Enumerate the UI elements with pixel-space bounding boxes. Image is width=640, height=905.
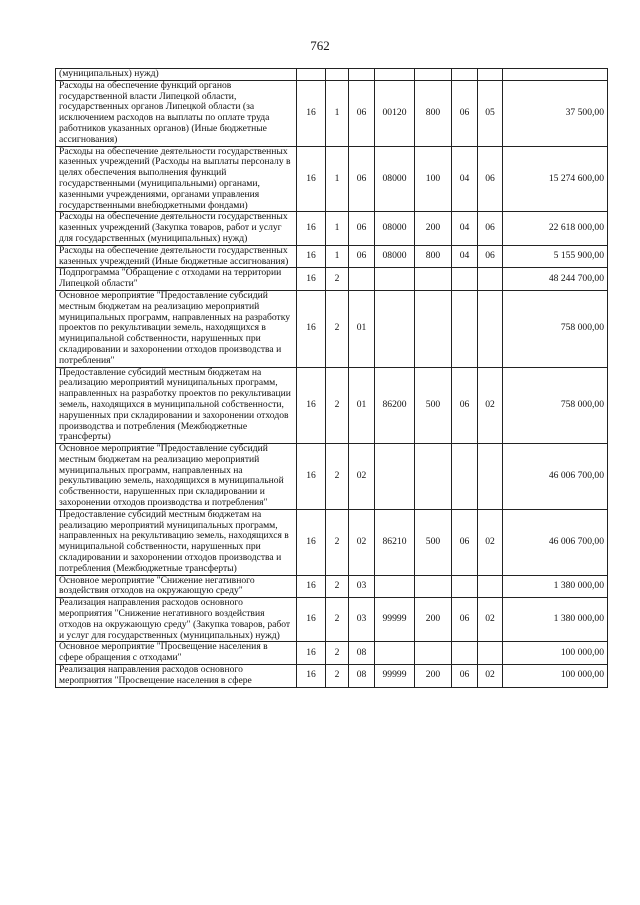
col-code-4 xyxy=(375,575,415,598)
table-row xyxy=(56,367,608,444)
row-amount: 1 380 000,00 xyxy=(503,598,608,642)
col-code-3: 03 xyxy=(349,598,375,642)
col-code-5: 500 xyxy=(415,509,452,575)
table-row xyxy=(56,575,608,598)
table-row xyxy=(56,598,608,642)
col-code-3: 06 xyxy=(349,212,375,245)
col-code-6: 04 xyxy=(452,212,478,245)
col-code-1: 16 xyxy=(297,146,326,212)
col-code-6: 06 xyxy=(452,80,478,146)
col-code-3: 01 xyxy=(349,367,375,444)
row-description: Подпрограмма "Обращение с отходами на территории Липецкой области" xyxy=(56,268,297,291)
row-description: Основное мероприятие "Просвещение населения в сфере обращения с отходами" xyxy=(56,642,297,665)
table-row xyxy=(56,146,608,212)
col-code-4 xyxy=(375,444,415,510)
col-code-5 xyxy=(415,69,452,81)
col-code-3: 08 xyxy=(349,642,375,665)
row-description: (муниципальных) нужд) xyxy=(56,69,297,81)
row-amount: 46 006 700,00 xyxy=(503,444,608,510)
col-code-3: 06 xyxy=(349,245,375,268)
col-code-1: 16 xyxy=(297,290,326,367)
col-code-7 xyxy=(478,642,503,665)
col-code-5: 800 xyxy=(415,80,452,146)
col-code-3 xyxy=(349,268,375,291)
col-code-1: 16 xyxy=(297,642,326,665)
row-description: Расходы на обеспечение деятельности государственных казенных учреждений (Иные бюджетные ассигнования) xyxy=(56,245,297,268)
col-code-3: 03 xyxy=(349,575,375,598)
col-code-1: 16 xyxy=(297,509,326,575)
row-description: Основное мероприятие "Снижение негативного воздействия отходов на окружающую среду" xyxy=(56,575,297,598)
col-code-4: 86210 xyxy=(375,509,415,575)
col-code-1: 16 xyxy=(297,212,326,245)
col-code-5 xyxy=(415,642,452,665)
col-code-3: 01 xyxy=(349,290,375,367)
row-amount: 46 006 700,00 xyxy=(503,509,608,575)
col-code-4 xyxy=(375,268,415,291)
col-code-2: 2 xyxy=(326,367,349,444)
col-code-2: 1 xyxy=(326,80,349,146)
row-amount: 5 155 900,00 xyxy=(503,245,608,268)
col-code-7 xyxy=(478,575,503,598)
col-code-5: 200 xyxy=(415,598,452,642)
col-code-1: 16 xyxy=(297,245,326,268)
col-code-2: 2 xyxy=(326,444,349,510)
col-code-7 xyxy=(478,444,503,510)
col-code-4: 08000 xyxy=(375,245,415,268)
row-description: Расходы на обеспечение деятельности государственных казенных учреждений (Расходы на выплаты персоналу в целях обеспечения выполнения функций государственными (муниципальными) органами, казенными учреждениями, органами управления государственными внебюджетными фондами) xyxy=(56,146,297,212)
col-code-5: 100 xyxy=(415,146,452,212)
col-code-4: 08000 xyxy=(375,212,415,245)
col-code-7: 06 xyxy=(478,212,503,245)
col-code-1 xyxy=(297,69,326,81)
col-code-3: 06 xyxy=(349,146,375,212)
col-code-3: 08 xyxy=(349,665,375,688)
col-code-7: 06 xyxy=(478,146,503,212)
row-amount: 15 274 600,00 xyxy=(503,146,608,212)
col-code-2: 1 xyxy=(326,212,349,245)
col-code-5: 800 xyxy=(415,245,452,268)
col-code-4 xyxy=(375,290,415,367)
col-code-2: 1 xyxy=(326,245,349,268)
col-code-2: 2 xyxy=(326,290,349,367)
col-code-4: 00120 xyxy=(375,80,415,146)
col-code-4: 99999 xyxy=(375,598,415,642)
col-code-4: 86200 xyxy=(375,367,415,444)
col-code-2 xyxy=(326,69,349,81)
col-code-6: 06 xyxy=(452,367,478,444)
col-code-2: 2 xyxy=(326,509,349,575)
col-code-2: 2 xyxy=(326,642,349,665)
col-code-1: 16 xyxy=(297,367,326,444)
row-amount: 48 244 700,00 xyxy=(503,268,608,291)
col-code-5 xyxy=(415,444,452,510)
row-description: Реализация направления расходов основного мероприятия "Снижение негативного воздействия отходов на окружающую среду" (Закупка товаров, работ и услуг для государственных (муниципальных) нужд) xyxy=(56,598,297,642)
table-row xyxy=(56,642,608,665)
col-code-6 xyxy=(452,290,478,367)
col-code-6 xyxy=(452,268,478,291)
row-description: Реализация направления расходов основного мероприятия "Просвещение населения в сфере xyxy=(56,665,297,688)
table-row xyxy=(56,268,608,291)
col-code-6: 04 xyxy=(452,146,478,212)
col-code-4: 99999 xyxy=(375,665,415,688)
table-row xyxy=(56,245,608,268)
table-row xyxy=(56,290,608,367)
row-description: Основное мероприятие "Предоставление субсидий местным бюджетам на реализацию мероприятий муниципальных программ, направленных на рекультивацию земель, находящихся в муниципальной собственности, нарушенных при складировании и захоронении отходов производства и потребления" xyxy=(56,444,297,510)
col-code-2: 2 xyxy=(326,665,349,688)
row-description: Расходы на обеспечение функций органов государственной власти Липецкой области, государственных органов Липецкой области (за исключением расходов на выплаты по оплате труда работников указанных органов) (Иные бюджетные ассигнования) xyxy=(56,80,297,146)
col-code-7 xyxy=(478,69,503,81)
col-code-5 xyxy=(415,290,452,367)
col-code-6 xyxy=(452,575,478,598)
col-code-7: 06 xyxy=(478,245,503,268)
table-row xyxy=(56,444,608,510)
col-code-5 xyxy=(415,575,452,598)
col-code-7: 02 xyxy=(478,509,503,575)
col-code-5: 500 xyxy=(415,367,452,444)
col-code-1: 16 xyxy=(297,575,326,598)
col-code-5: 200 xyxy=(415,212,452,245)
col-code-7: 05 xyxy=(478,80,503,146)
row-description: Основное мероприятие "Предоставление субсидий местным бюджетам на реализацию мероприятий муниципальных программ, направленных на разработку проектов по рекультивации земель, находящихся в муниципальной собственности, нарушенных при складировании и захоронении отходов производства и потребления" xyxy=(56,290,297,367)
col-code-2: 1 xyxy=(326,146,349,212)
col-code-6: 06 xyxy=(452,665,478,688)
row-amount: 37 500,00 xyxy=(503,80,608,146)
col-code-1: 16 xyxy=(297,665,326,688)
col-code-6 xyxy=(452,444,478,510)
row-description: Предоставление субсидий местным бюджетам на реализацию мероприятий муниципальных программ, направленных на рекультивацию земель, находящихся в муниципальной собственности, нарушенных при складировании и захоронении отходов производства и потребления (Межбюджетные трансферты) xyxy=(56,509,297,575)
col-code-4 xyxy=(375,642,415,665)
row-amount: 758 000,00 xyxy=(503,290,608,367)
row-description: Предоставление субсидий местным бюджетам на реализацию мероприятий муниципальных программ, направленных на разработку проектов по рекультивации земель, находящихся в муниципальной собственности, нарушенных при складировании и захоронении отходов производства и потребления (Межбюджетные трансферты) xyxy=(56,367,297,444)
col-code-6 xyxy=(452,69,478,81)
col-code-2: 2 xyxy=(326,598,349,642)
col-code-2: 2 xyxy=(326,268,349,291)
col-code-3: 02 xyxy=(349,444,375,510)
col-code-2: 2 xyxy=(326,575,349,598)
row-amount: 100 000,00 xyxy=(503,642,608,665)
row-amount: 758 000,00 xyxy=(503,367,608,444)
col-code-3: 02 xyxy=(349,509,375,575)
col-code-7: 02 xyxy=(478,665,503,688)
row-amount: 1 380 000,00 xyxy=(503,575,608,598)
table-row xyxy=(56,80,608,146)
table-row xyxy=(56,69,608,81)
row-amount xyxy=(503,69,608,81)
col-code-5: 200 xyxy=(415,665,452,688)
table-row xyxy=(56,665,608,688)
row-description: Расходы на обеспечение деятельности государственных казенных учреждений (Закупка товаров, работ и услуг для государственных (муниципальных) нужд) xyxy=(56,212,297,245)
table-row xyxy=(56,212,608,245)
row-amount: 22 618 000,00 xyxy=(503,212,608,245)
col-code-3 xyxy=(349,69,375,81)
budget-table xyxy=(55,68,608,688)
col-code-1: 16 xyxy=(297,268,326,291)
col-code-7 xyxy=(478,268,503,291)
col-code-7: 02 xyxy=(478,367,503,444)
col-code-6: 06 xyxy=(452,509,478,575)
table-row xyxy=(56,509,608,575)
row-amount: 100 000,00 xyxy=(503,665,608,688)
col-code-1: 16 xyxy=(297,444,326,510)
col-code-6: 04 xyxy=(452,245,478,268)
col-code-3: 06 xyxy=(349,80,375,146)
col-code-5 xyxy=(415,268,452,291)
col-code-4 xyxy=(375,69,415,81)
col-code-7 xyxy=(478,290,503,367)
col-code-1: 16 xyxy=(297,598,326,642)
col-code-1: 16 xyxy=(297,80,326,146)
col-code-6: 06 xyxy=(452,598,478,642)
page-number: 762 xyxy=(310,38,330,53)
col-code-6 xyxy=(452,642,478,665)
col-code-4: 08000 xyxy=(375,146,415,212)
col-code-7: 02 xyxy=(478,598,503,642)
